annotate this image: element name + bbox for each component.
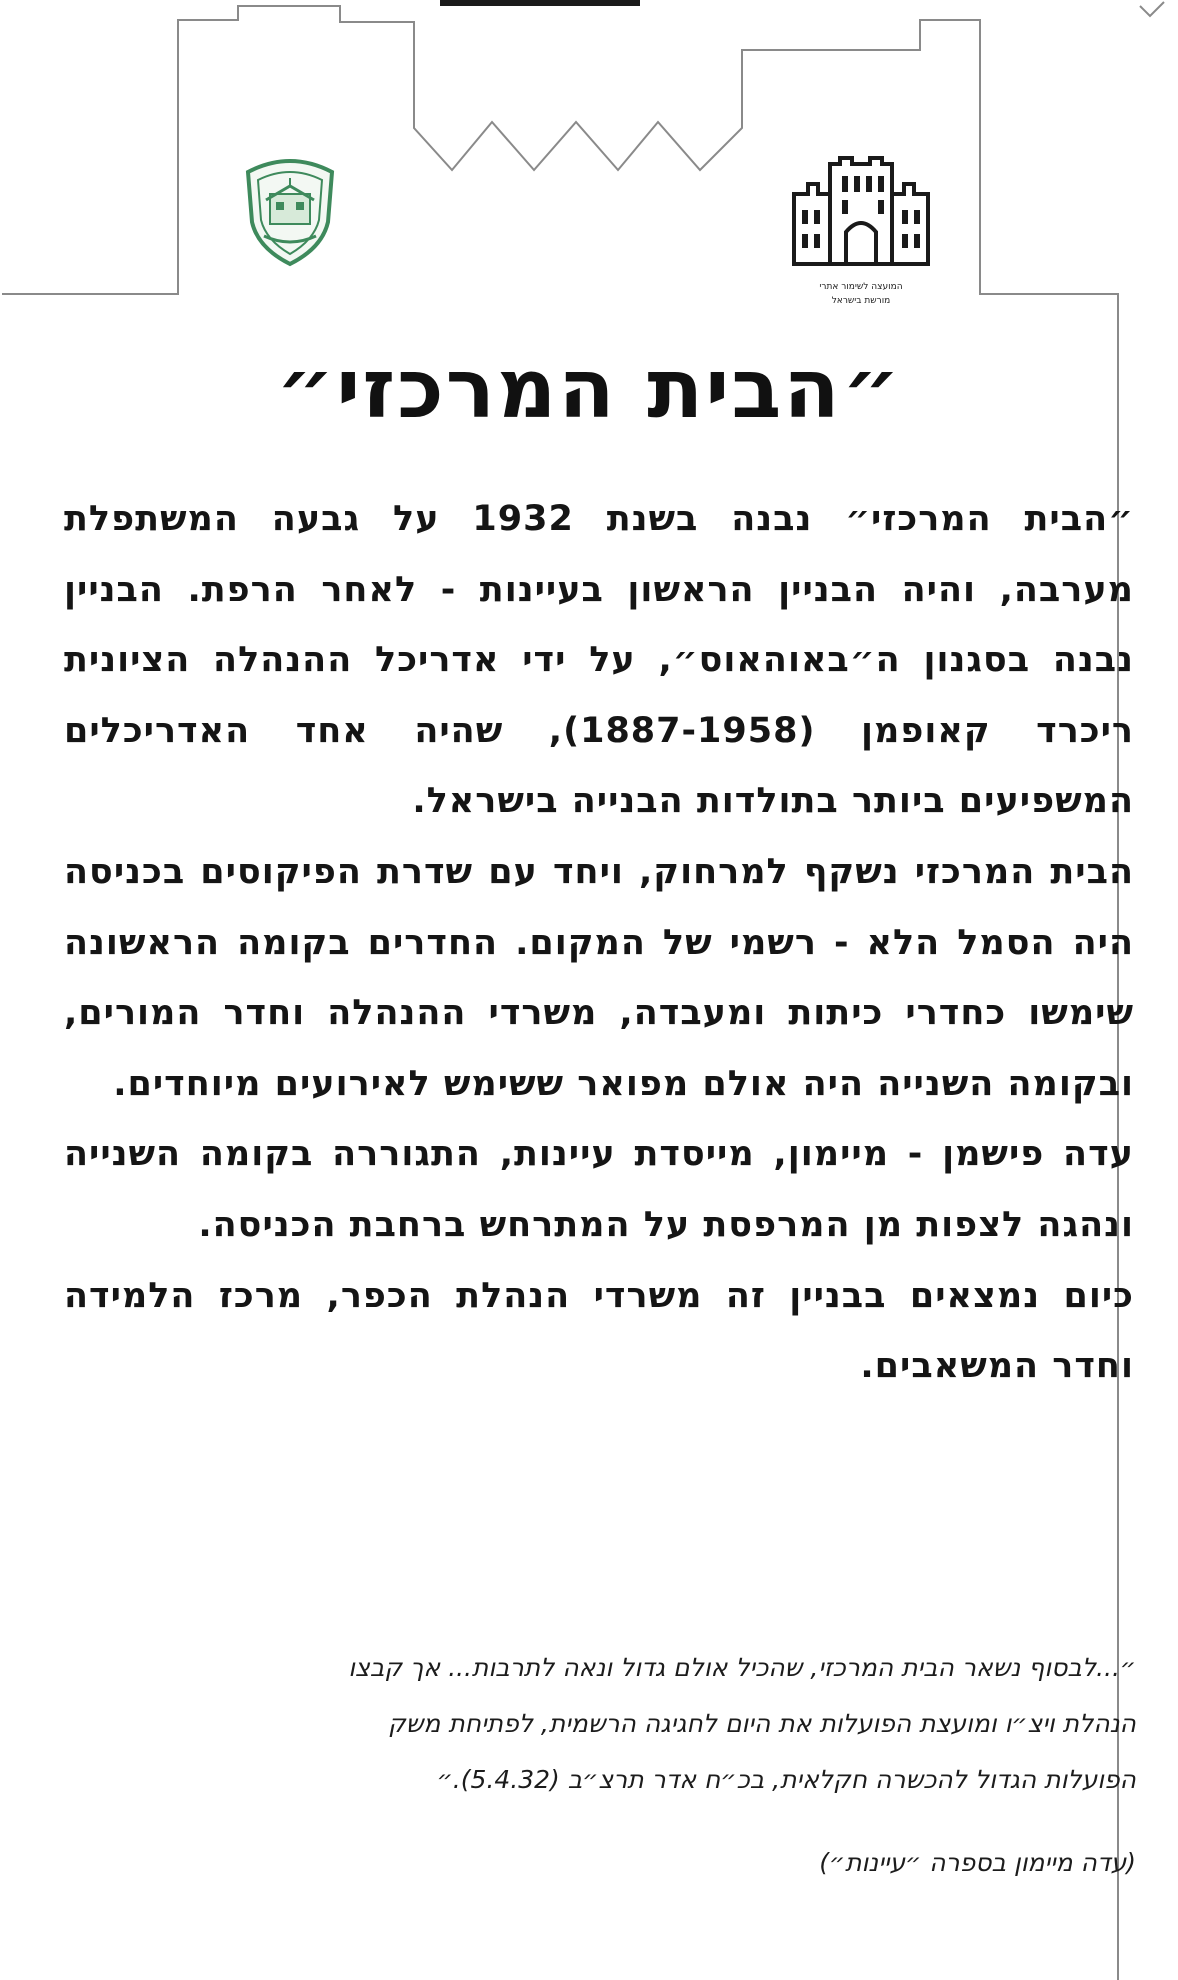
paragraph-history: ״הבית המרכזי״ נבנה בשנת 1932 על גבעה המשתפלת מערבה, והיה הבניין הראשון בעיינות - לאחר הרפת. הבניין נבנה בסגנון ה״באוהאוס״, על ידי אדריכל ההנהלה הציונית ריכרד קאופמן (1887-1958), שהיה אחד האדריכלים המשפיעים ביותר בתולדות הבנייה בישראל. xyxy=(64,499,1134,822)
quote-source: (עדה מיימון בספרה ״עיינות״) xyxy=(819,1848,1136,1877)
handwritten-quote xyxy=(96,1640,1136,1808)
logo-caption-line1: המועצה לשימור אתרי xyxy=(819,282,903,292)
school-emblem-logo xyxy=(242,156,338,268)
sign-title: ״הבית המרכזי״ xyxy=(276,342,902,437)
paragraph-founder: עדה פישמן - מיימון, מייסדת עיינות, התגוררה בקומה השנייה ונהגה לצפות מן המרפסת על המתרחש ברחבת הכניסה. xyxy=(64,1134,1134,1245)
paragraph-building-use: הבית המרכזי נשקף למרחוק, ויחד עם שדרת הפיקוסים בכניסה היה הסמל הלא - רשמי של המקום. החדרים בקומה הראשונה שימשו כחדרי כיתות ומעבדה, משרדי ההנהלה וחדר המורים, ובקומה השנייה היה אולם מפואר ששימש לאירועים מיוחדים. xyxy=(64,851,1134,1104)
paragraph-today: כיום נמצאים בבניין זה משרדי הנהלת הכפר, מרכז הלמידה וחדר המשאבים. xyxy=(64,1275,1134,1387)
quote-line: ״...לבסוף נשאר הבית המרכזי, שהכיל אולם גדול ונאה לתרבות... אך קבצו xyxy=(348,1653,1136,1682)
school-shield-emblem-icon xyxy=(242,156,338,268)
heritage-council-logo xyxy=(790,154,932,318)
quote-line: הפועלות הגדול להכשרה חקלאית, בכ״ח אדר תרצ״ב (5.4.32).״ xyxy=(436,1765,1136,1794)
logo-caption-line2: מורשת בישראל xyxy=(831,296,891,306)
quote-line: הנהלת ויצ״ו ומועצת הפועלות את היום לחגיגה הרשמית, לפתיחת משק xyxy=(387,1709,1136,1738)
sign-body xyxy=(64,484,1134,1402)
historic-building-icon xyxy=(790,154,932,278)
